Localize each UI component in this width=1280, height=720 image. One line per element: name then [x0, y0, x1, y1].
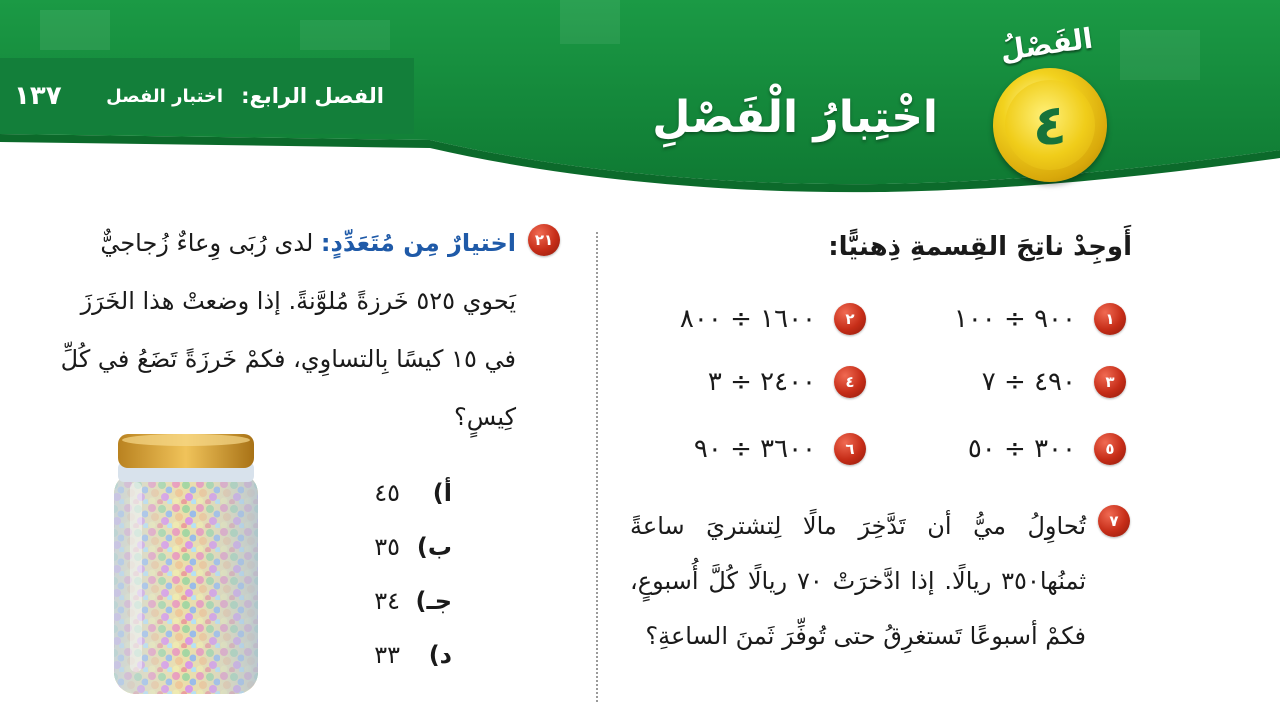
exercise-expression: ٤٩٠ ÷ ٧ [981, 367, 1076, 397]
exercise-number-badge: ٤ [834, 366, 866, 398]
exercise-expression: ٣٠٠ ÷ ٥٠ [967, 434, 1076, 464]
answer-choices [352, 466, 452, 682]
exercise-number-badge: ٦ [834, 433, 866, 465]
choice-d[interactable] [352, 628, 452, 682]
choice-value: ٣٥ [374, 533, 400, 561]
exercise-number-badge: ٧ [1098, 505, 1130, 537]
page-number: ١٣٧ [14, 81, 62, 111]
choice-a[interactable] [352, 466, 452, 520]
choice-value: ٣٣ [374, 641, 400, 669]
exercise-expression: ٢٤٠٠ ÷ ٣ [707, 367, 816, 397]
choice-b[interactable] [352, 520, 452, 574]
exercise-5 [968, 433, 1126, 465]
choice-value: ٤٥ [374, 479, 400, 507]
exercise-expression: ٩٠٠ ÷ ١٠٠ [953, 304, 1076, 334]
choice-c[interactable] [352, 574, 452, 628]
section-instruction: أَوجِدْ ناتِجَ القِسمةِ ذِهنيًّا: [828, 232, 1132, 262]
exercise-2 [680, 303, 866, 335]
bead-jar-illustration [100, 432, 270, 702]
exercise-expression: ١٦٠٠ ÷ ٨٠٠ [679, 304, 816, 334]
exercise-number-badge: ٥ [1094, 433, 1126, 465]
chapter-word: الفَصْلُ [998, 21, 1095, 68]
choice-value: ٣٤ [374, 587, 400, 615]
exercise-number-badge: ٢ [834, 303, 866, 335]
chapter-label: الفصل الرابع: [241, 84, 384, 108]
question-body: لدى رُبَى وِعاءٌ زُجاجيٌّ يَحوي ٥٢٥ خَرزةً مُلوَّنةً. إذا وضعتْ هذا الخَرَزَ في ١٥ كيسًا بِالتساوِي، فكمْ خَرزَةً تَضَعُ في كُلِّ كِيسٍ؟ [60, 229, 516, 431]
exercise-3 [982, 366, 1126, 398]
question-text [60, 214, 516, 446]
multiple-choice-question [60, 224, 560, 446]
word-problem-text: تُحاوِلُ ميُّ أن تَدَّخِرَ مالًا لِتشتريَ ساعةً ثمنُها٣٥٠ ريالًا. إذا ادَّخرَتْ ٧٠ ريالًا كُلَّ أُسبوعٍ، فكمْ أسبوعًا تَستغرِقُ حتى تُوفِّرَ ثَمنَ الساعةِ؟ [630, 512, 1086, 650]
exercise-4 [708, 366, 866, 398]
exercise-1 [954, 303, 1126, 335]
chapter-medal [993, 68, 1107, 182]
chapter-tag [0, 58, 414, 134]
exercise-number-badge: ٢١ [528, 224, 560, 256]
exercise-expression: ٣٦٠٠ ÷ ٩٠ [693, 434, 816, 464]
exercise-6 [694, 433, 866, 465]
multiple-choice-label: اختيارٌ مِن مُتَعَدِّدٍ: [320, 229, 516, 257]
topic-label: اختبار الفصل [106, 85, 224, 107]
choice-letter: د) [428, 641, 452, 669]
exercise-number-badge: ١ [1094, 303, 1126, 335]
chapter-number: ٤ [1005, 80, 1095, 170]
bead-jar-icon [100, 432, 270, 702]
word-problem [630, 505, 1130, 664]
choice-letter: جـ) [415, 587, 452, 615]
choice-letter: أ) [432, 479, 452, 507]
exercise-number-badge: ٣ [1094, 366, 1126, 398]
page-title: اخْتِبارُ الْفَصْلِ [652, 92, 938, 143]
column-divider [596, 232, 598, 702]
choice-letter: ب) [416, 533, 452, 561]
